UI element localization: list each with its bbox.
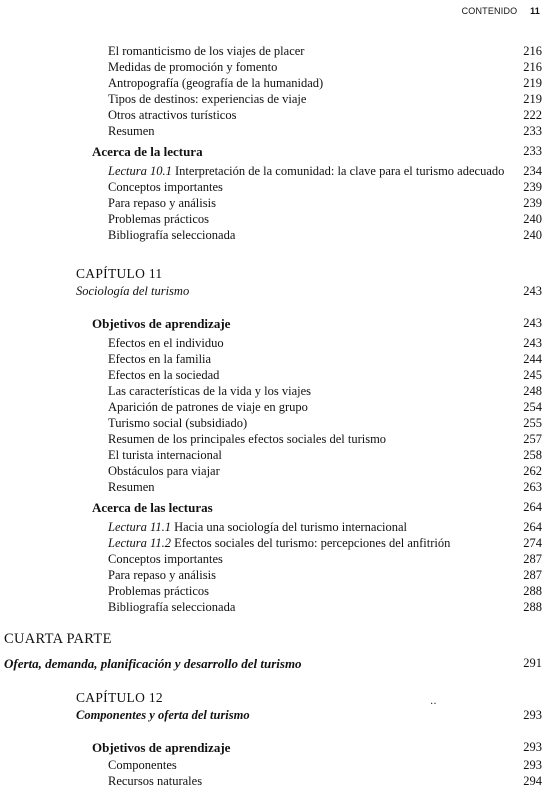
toc-entry-page: 274: [523, 536, 542, 550]
toc-entry-page: 243: [523, 316, 542, 330]
toc-entry-page: 257: [523, 432, 542, 446]
toc-entry-page: 293: [523, 708, 542, 722]
toc-entry: [0, 76, 546, 91]
running-header: [462, 6, 540, 16]
toc-entry: [0, 180, 546, 195]
toc-entry-page: 264: [523, 520, 542, 534]
toc-entry-title: Objetivos de aprendizaje: [92, 316, 231, 331]
reading-title: Interpretación de la comunidad: la clave para el turismo adecuado: [171, 164, 505, 178]
reading-label: Lectura 10.1: [108, 164, 172, 178]
toc-entry: [0, 212, 546, 227]
toc-entry: [0, 44, 546, 59]
toc-entry-page: 287: [523, 552, 542, 566]
toc-entry: [0, 284, 546, 299]
reading-label: Lectura 11.1: [108, 520, 171, 534]
toc-entry-title: Conceptos importantes: [108, 552, 223, 566]
toc-entry-page: 239: [523, 180, 542, 194]
toc-entry-page: 239: [523, 196, 542, 210]
toc-entry-title: El romanticismo de los viajes de placer: [108, 44, 305, 58]
toc-entry-title: Conceptos importantes: [108, 180, 223, 194]
toc-entry-title: Componentes: [108, 758, 177, 772]
stray-dot-mark: ‥: [430, 696, 437, 707]
toc-entry-title: Problemas prácticos: [108, 584, 210, 598]
toc-entry-title: Sociología del turismo: [76, 284, 190, 298]
toc-entry: [0, 60, 546, 75]
toc-entry-page: 262: [523, 464, 542, 478]
toc-entry: [0, 520, 546, 535]
toc-entry-page: 234: [523, 164, 542, 178]
toc-entry: [0, 400, 546, 415]
toc-entry: [0, 600, 546, 615]
toc-entry-title: Tipos de destinos: experiencias de viaje: [108, 92, 307, 106]
toc-entry: [0, 368, 546, 383]
toc-entry: [0, 536, 546, 551]
toc-entry: [0, 568, 546, 583]
toc-entry: [0, 656, 546, 671]
toc-entry-title: Para repaso y análisis: [108, 196, 216, 210]
toc-entry-page: 219: [523, 76, 542, 90]
toc-entry: [0, 500, 546, 515]
toc-entry-page: 244: [523, 352, 542, 366]
toc-entry-page: 216: [523, 60, 542, 74]
reading-title: Efectos sociales del turismo: percepciones del anfitrión: [170, 536, 451, 550]
toc-entry: [0, 432, 546, 447]
toc-entry-page: 264: [523, 500, 542, 514]
toc-entry-page: 245: [523, 368, 542, 382]
page-number: 11: [530, 6, 540, 16]
toc-entry: [0, 708, 546, 723]
toc-entry-title: CUARTA PARTE: [4, 631, 112, 647]
toc-entry: [0, 774, 546, 789]
toc-entry-title: Componentes y oferta del turismo: [76, 708, 250, 722]
toc-entry-page: 255: [523, 416, 542, 430]
toc-entry-page: 288: [523, 600, 542, 614]
toc-entry-page: 291: [523, 656, 542, 670]
toc-entry: [0, 228, 546, 243]
toc-entry-title: Resumen: [108, 480, 155, 494]
toc-entry-title: Para repaso y análisis: [108, 568, 216, 582]
toc-entry-page: 233: [523, 144, 542, 158]
toc-entry-title: Efectos en la sociedad: [108, 368, 220, 382]
reading-title: Hacia una sociología del turismo internacional: [170, 520, 408, 534]
toc-entry: [0, 316, 546, 331]
toc-entry-title: Recursos naturales: [108, 774, 203, 788]
toc-entry-title: Acerca de la lectura: [92, 144, 203, 159]
toc-entry-title: Efectos en el individuo: [108, 336, 224, 350]
toc-entry: [0, 758, 546, 773]
toc-entry-page: 240: [523, 212, 542, 226]
toc-entry-page: 248: [523, 384, 542, 398]
toc-entry-title: Medidas de promoción y fomento: [108, 60, 278, 74]
toc-entry: [0, 552, 546, 567]
toc-entry: [0, 740, 546, 755]
toc-entry-title: Obstáculos para viajar: [108, 464, 220, 478]
toc-entry-title: Objetivos de aprendizaje: [92, 740, 231, 755]
toc-entry-title: Acerca de las lecturas: [92, 500, 213, 515]
toc-entry-title: [108, 536, 450, 551]
toc-entry: [0, 690, 546, 705]
toc-entry-page: 243: [523, 284, 542, 298]
toc-entry: [0, 416, 546, 431]
running-header-title: CONTENIDO: [461, 6, 518, 16]
toc-entry-title: CAPÍTULO 12: [76, 690, 163, 705]
toc-entry-page: 258: [523, 448, 542, 462]
toc-entry-title: Turismo social (subsidiado): [108, 416, 248, 430]
toc-entry-page: 233: [523, 124, 542, 138]
toc-entry: [0, 266, 546, 281]
toc-entry: [0, 124, 546, 139]
toc-entry: [0, 632, 546, 647]
toc-entry-title: Problemas prácticos: [108, 212, 210, 226]
toc-entry: [0, 144, 546, 159]
toc-entry-title: Bibliografía seleccionada: [108, 600, 236, 614]
toc-entry: [0, 448, 546, 463]
toc-entry-title: [108, 520, 407, 535]
toc-entry-page: 293: [523, 758, 542, 772]
toc-entry-title: Resumen: [108, 124, 155, 138]
toc-entry-title: [108, 164, 504, 179]
toc-entry-page: 216: [523, 44, 542, 58]
toc-entry-page: 263: [523, 480, 542, 494]
toc-entry-title: Resumen de los principales efectos sociales del turismo: [108, 432, 387, 446]
toc-entry-title: Bibliografía seleccionada: [108, 228, 236, 242]
toc-entry-title: El turista internacional: [108, 448, 222, 462]
toc-entry-page: 287: [523, 568, 542, 582]
reading-label: Lectura 11.2: [108, 536, 171, 550]
toc-entry: [0, 384, 546, 399]
toc-entry: [0, 164, 546, 179]
toc-entry-page: 288: [523, 584, 542, 598]
toc-entry-page: 293: [523, 740, 542, 754]
toc-entry: [0, 584, 546, 599]
toc-entry-title: Otros atractivos turísticos: [108, 108, 237, 122]
toc-entry: [0, 196, 546, 211]
toc-entry-page: 254: [523, 400, 542, 414]
toc-entry: [0, 464, 546, 479]
toc-entry-page: 243: [523, 336, 542, 350]
toc-entry: [0, 352, 546, 367]
toc-entry: [0, 108, 546, 123]
toc-entry: [0, 480, 546, 495]
toc-entry-page: 294: [523, 774, 542, 788]
toc-entry: [0, 92, 546, 107]
toc-entry: [0, 336, 546, 351]
toc-entry-title: Las características de la vida y los viajes: [108, 384, 312, 398]
toc-entry-title: CAPÍTULO 11: [76, 266, 163, 281]
toc-entry-page: 240: [523, 228, 542, 242]
toc-entry-title: Aparición de patrones de viaje en grupo: [108, 400, 308, 414]
toc-entry-title: Oferta, demanda, planificación y desarrollo del turismo: [4, 656, 302, 671]
toc-entry-title: Efectos en la familia: [108, 352, 212, 366]
toc-entry-title: Antropografía (geografía de la humanidad): [108, 76, 324, 90]
toc-entry-page: 222: [523, 108, 542, 122]
toc-entry-page: 219: [523, 92, 542, 106]
